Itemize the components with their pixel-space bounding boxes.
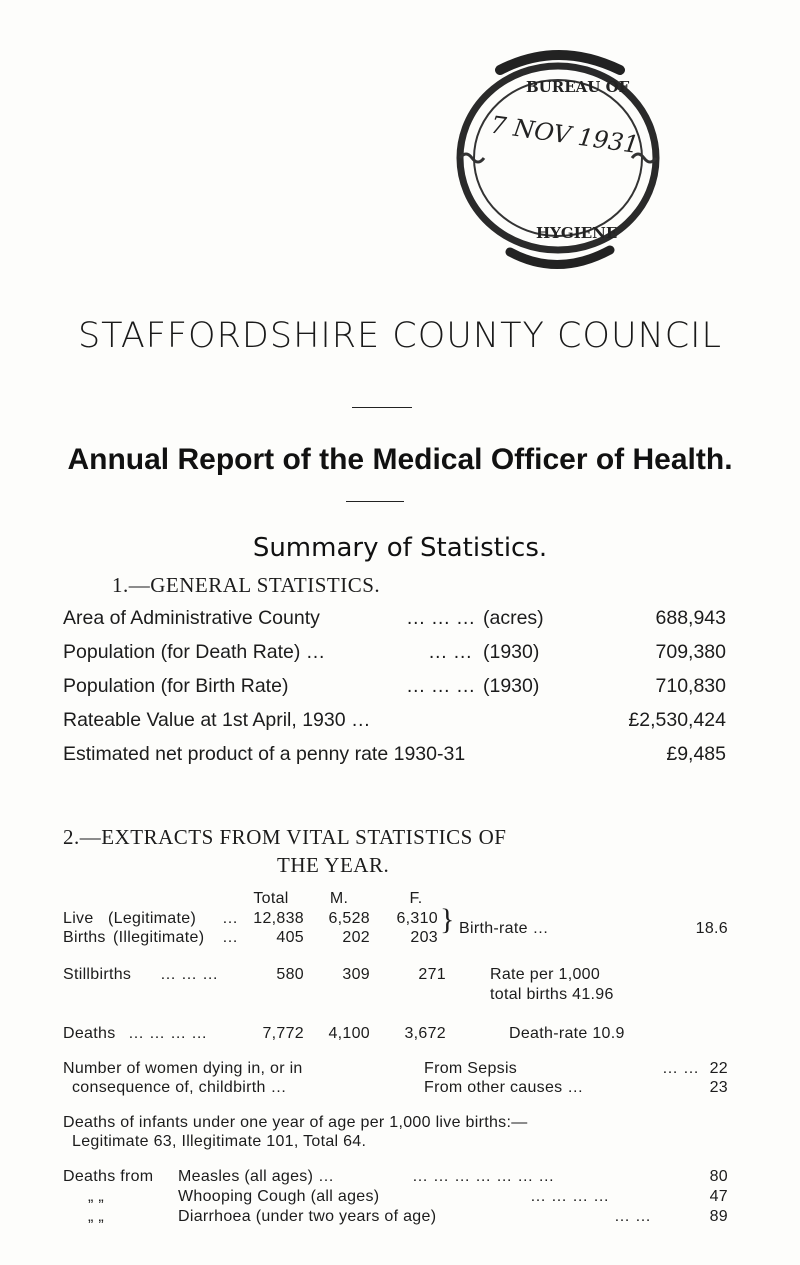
legit-f: 6,310	[396, 910, 438, 927]
general-heading: 1.—GENERAL STATISTICS.	[112, 573, 381, 597]
cause-prefix: „ „	[88, 1188, 105, 1205]
infant-deaths-line2: Legitimate 63, Illegitimate 101, Total 64.	[72, 1133, 367, 1150]
svg-text:BUREAU OF: BUREAU OF	[526, 78, 630, 96]
sepsis-value: 22	[709, 1060, 728, 1077]
cause-prefix: Deaths from	[63, 1168, 154, 1185]
svg-text:HYGIENE: HYGIENE	[536, 224, 618, 242]
general-unit: (1930)	[483, 641, 540, 663]
general-label: Area of Administrative County	[63, 607, 320, 629]
cause-label: Diarrhoea (under two years of age)	[178, 1208, 437, 1225]
summary-title: Summary of Statistics.	[252, 533, 548, 563]
birth-rate-label: Birth-rate …	[459, 920, 549, 937]
general-dots: … … …	[406, 607, 476, 629]
stillbirths-total: 580	[276, 966, 304, 983]
stillbirths-dots: … … …	[160, 966, 219, 983]
general-dots: … …	[428, 641, 473, 663]
sepsis-label: From Sepsis	[424, 1060, 518, 1077]
report-title: Annual Report of the Medical Officer of Health.	[67, 443, 733, 476]
stillbirth-rate-line1: Rate per 1,000	[490, 966, 601, 983]
women-line2: consequence of, childbirth …	[72, 1079, 287, 1096]
legit-dots: …	[222, 910, 239, 927]
stillbirth-rate-line2: total births 41.96	[490, 986, 614, 1003]
cause-dots: … … … …	[530, 1188, 610, 1205]
legit-label: (Legitimate)	[108, 910, 197, 927]
col-total-header: Total	[253, 890, 289, 907]
general-label: Estimated net product of a penny rate 1930-31	[63, 743, 466, 765]
vital-heading: 2.—EXTRACTS FROM VITAL STATISTICS OF	[63, 825, 507, 849]
infant-deaths-line1: Deaths of infants under one year of age per 1,000 live births:—	[63, 1114, 528, 1131]
cause-dots: … …	[614, 1208, 652, 1225]
deaths-label: Deaths	[63, 1025, 116, 1042]
divider	[352, 407, 412, 408]
stillbirths-m: 309	[342, 966, 370, 983]
general-value: £9,485	[666, 743, 726, 765]
general-value: 688,943	[655, 607, 726, 629]
stillbirths-f: 271	[418, 966, 446, 983]
illegit-label: (Illegitimate)	[113, 929, 205, 946]
illegit-total: 405	[276, 929, 304, 946]
illegit-m: 202	[342, 929, 370, 946]
general-value: 710,830	[655, 675, 726, 697]
stamp-seal-icon	[440, 40, 680, 280]
cause-value: 89	[709, 1208, 728, 1225]
cause-value: 47	[709, 1188, 728, 1205]
deaths-total: 7,772	[262, 1025, 304, 1042]
other-causes-label: From other causes …	[424, 1079, 584, 1096]
general-value: £2,530,424	[628, 709, 726, 731]
deaths-f: 3,672	[404, 1025, 446, 1042]
cause-prefix: „ „	[88, 1208, 105, 1225]
illegit-f: 203	[410, 929, 438, 946]
other-causes-value: 23	[709, 1079, 728, 1096]
legit-total: 12,838	[253, 910, 304, 927]
svg-text:7 NOV 1931: 7 NOV 1931	[488, 110, 641, 160]
bracket-icon: }	[440, 903, 455, 936]
stillbirths-label: Stillbirths	[63, 966, 132, 983]
sepsis-dots: … …	[662, 1060, 700, 1077]
general-dots: … … …	[406, 675, 476, 697]
general-label: Population (for Death Rate) …	[63, 641, 326, 663]
cause-label: Whooping Cough (all ages)	[178, 1188, 380, 1205]
cause-dots: … … … … … … …	[412, 1168, 555, 1185]
general-unit: (acres)	[483, 607, 544, 629]
death-rate: Death-rate 10.9	[509, 1025, 625, 1042]
birth-rate-value: 18.6	[695, 920, 728, 937]
illegit-dots: …	[222, 929, 239, 946]
col-f-header: F.	[409, 890, 423, 907]
legit-m: 6,528	[328, 910, 370, 927]
divider	[346, 501, 404, 502]
women-line1: Number of women dying in, or in	[63, 1060, 303, 1077]
deaths-dots: … … … …	[128, 1025, 208, 1042]
births-label: Births	[63, 929, 106, 946]
general-label: Rateable Value at 1st April, 1930 …	[63, 709, 371, 731]
cause-label: Measles (all ages) …	[178, 1168, 335, 1185]
cause-value: 80	[709, 1168, 728, 1185]
col-m-header: M.	[329, 890, 349, 907]
vital-heading-cont: THE YEAR.	[277, 853, 390, 877]
general-unit: (1930)	[483, 675, 540, 697]
council-title: STAFFORDSHIRE COUNTY COUNCIL	[77, 316, 723, 356]
deaths-m: 4,100	[328, 1025, 370, 1042]
library-stamp	[440, 40, 680, 280]
general-value: 709,380	[655, 641, 726, 663]
general-label: Population (for Birth Rate)	[63, 675, 289, 697]
live-label: Live	[63, 910, 94, 927]
